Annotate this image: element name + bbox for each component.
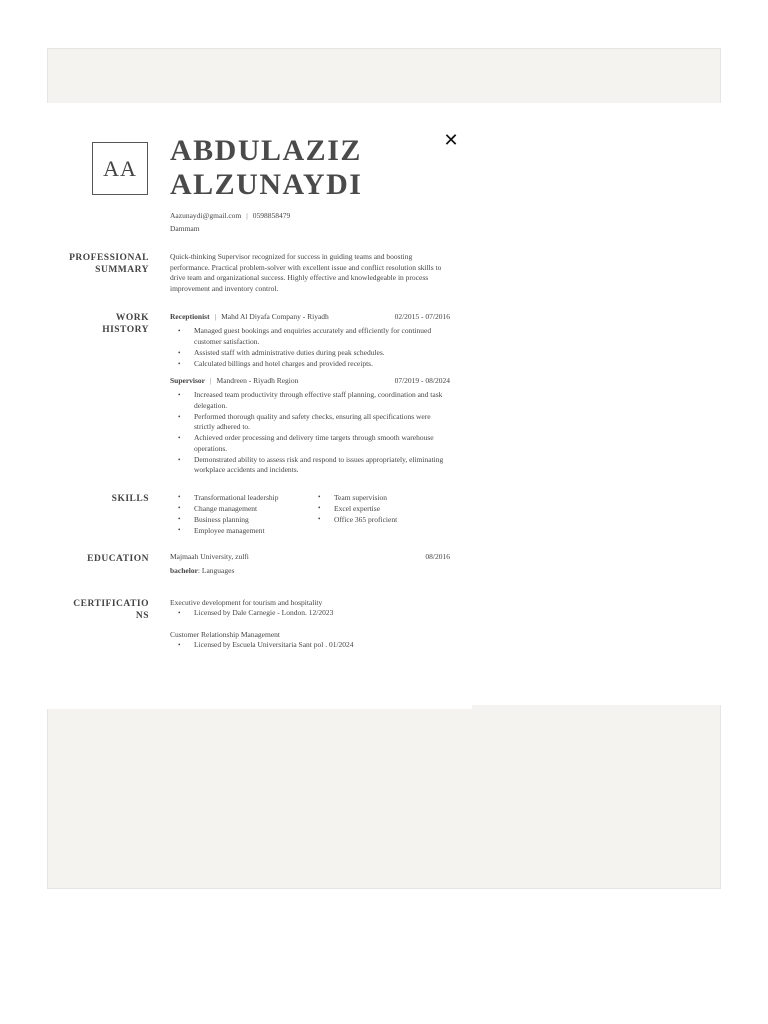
job-separator: | [210, 376, 212, 385]
resume-page-extension [472, 103, 721, 705]
certification-details [194, 640, 450, 651]
job-header [170, 312, 450, 322]
certification-name: Executive development for tourism and hospitality [170, 598, 323, 607]
list-item: • Licensed by Dale Carnegie - London. 12/2023 [194, 608, 450, 619]
education-school-line [170, 552, 450, 562]
education-field: : Languages [197, 566, 235, 575]
name-line-2: ALZUNAYDI [170, 168, 363, 201]
list-item: • Achieved order processing and delivery time targets through smooth warehouse operations. [194, 433, 450, 454]
list-item: • Business planning [194, 514, 324, 525]
list-item: • Transformational leadership [194, 492, 324, 503]
list-item: • Excel expertise [334, 503, 464, 514]
close-icon[interactable]: ✕ [443, 130, 459, 151]
list-item: • Change management [194, 503, 324, 514]
list-item: • Calculated billings and hotel charges and provided receipts. [194, 359, 450, 370]
job-header [170, 376, 450, 386]
section-title-skills: SKILLS [111, 494, 149, 504]
section-title-line: PROFESSIONAL [69, 253, 149, 263]
list-item: • Assisted staff with administrative duties during peak schedules. [194, 348, 450, 359]
job-bullets [194, 326, 450, 370]
job-title: Supervisor [170, 376, 206, 385]
candidate-name [170, 134, 430, 202]
skills-list-left [194, 492, 324, 536]
education-date: 08/2016 [425, 552, 450, 561]
list-item: • Managed guest bookings and enquiries accurately and efficiently for continued customer satisfaction. [194, 326, 450, 347]
skills-list-right [334, 492, 464, 525]
phone: 0598858479 [252, 211, 291, 220]
email: Aazunaydi@gmail.com [170, 211, 242, 220]
job-dates: 02/2015 - 07/2016 [394, 312, 450, 321]
job-title: Receptionist [170, 312, 210, 321]
list-item: • Team supervision [334, 492, 464, 503]
section-title-education: EDUCATION [87, 554, 149, 564]
list-item: • Licensed by Escuela Universitaria Sant pol . 01/2024 [194, 640, 450, 651]
section-title-line: WORK [115, 313, 149, 323]
section-title-work [60, 312, 149, 336]
list-item: • Performed thorough quality and safety checks, ensuring all specifications were strictly adhered to. [194, 412, 450, 433]
job-company: Mandreen - Riyadh Region [216, 376, 299, 385]
initials-monogram: AA [92, 142, 148, 195]
section-title-certifications [60, 598, 149, 622]
section-title-line: HISTORY [102, 325, 149, 335]
education-degree: bachelor [170, 566, 198, 575]
list-item: • Demonstrated ability to assess risk and respond to issues appropriately, eliminating workplace accidents and incidents. [194, 455, 450, 476]
list-item: • Increased team productivity through effective staff planning, coordination and task delegation. [194, 390, 450, 411]
education-degree-line [170, 566, 450, 576]
list-item: • Office 365 proficient [334, 514, 464, 525]
section-title-line: CERTIFICATIO [73, 599, 149, 609]
job-company: Mahd Al Diyafa Company - Riyadh [221, 312, 329, 321]
list-item: • Employee management [194, 525, 324, 536]
education-school: Majmaah University, zulfi [170, 552, 249, 561]
section-title-line: SUMMARY [95, 265, 149, 275]
section-title-summary [60, 252, 149, 276]
certification-details [194, 608, 450, 619]
summary-text: Quick-thinking Supervisor recognized for success in guiding teams and boosting performance. Practical problem-solver with excellent issue and conflict resolution skills to drive team and organizational success. Highly effective and knowledgeable in process improvement and inventory control. [170, 252, 442, 293]
name-line-1: ABDULAZIZ [170, 134, 362, 167]
city: Dammam [170, 224, 200, 233]
contact-separator: | [246, 211, 248, 220]
section-title-line: NS [135, 611, 149, 621]
job-separator: | [214, 312, 217, 321]
contact-info [170, 209, 290, 235]
job-dates: 07/2019 - 08/2024 [394, 376, 450, 385]
certification-name: Customer Relationship Management [170, 630, 280, 639]
job-bullets [194, 390, 450, 476]
